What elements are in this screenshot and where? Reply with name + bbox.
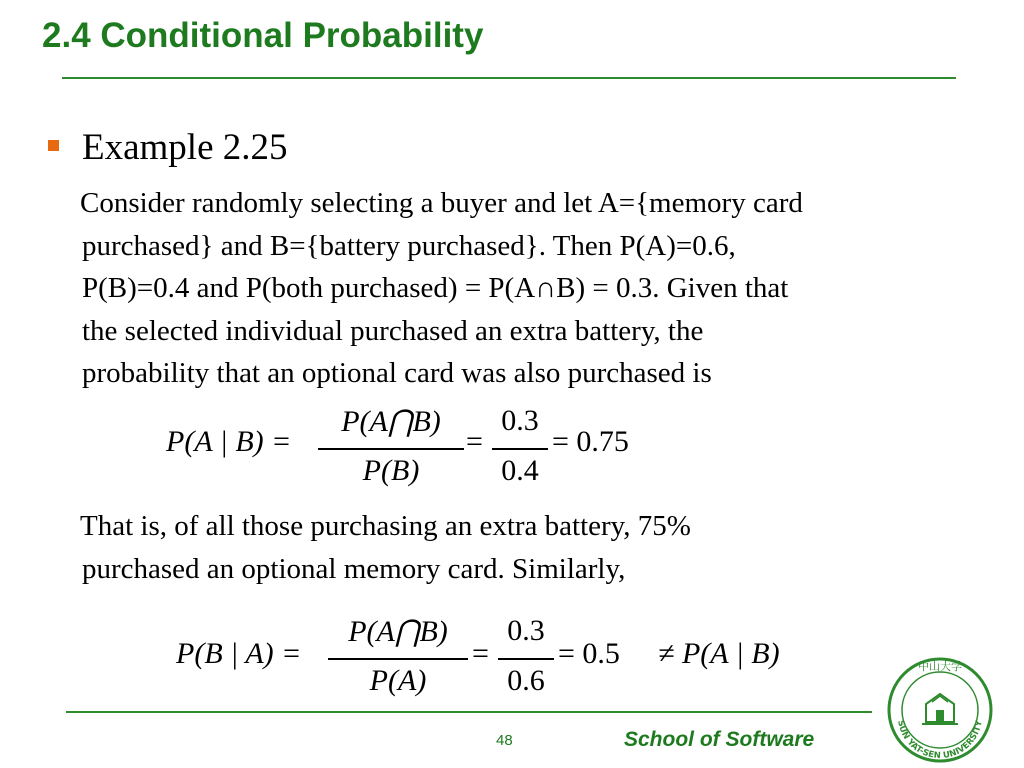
- footer-school-name: School of Software: [624, 728, 815, 751]
- equation-lhs: P(B | A) =: [176, 637, 302, 670]
- fraction-denominator: 0.4: [501, 454, 539, 487]
- paragraph-line: purchased an optional memory card. Similarly,: [82, 552, 626, 585]
- equation-lhs: P(A | B) =: [166, 425, 292, 458]
- slide-title: 2.4 Conditional Probability: [42, 16, 484, 55]
- paragraph-line: P(B)=0.4 and P(both purchased) = P(A∩B) = 0.3. Given that: [82, 272, 789, 304]
- not-equal-expression: ≠ P(A | B): [658, 637, 780, 670]
- fraction-denominator: P(B): [362, 454, 420, 487]
- equals-sign: =: [472, 637, 489, 670]
- fraction-joint-over-pb: [318, 404, 464, 494]
- seal-chinese-text: 中山大学: [918, 660, 962, 673]
- paragraph-line: Consider randomly selecting a buyer and let A={memory card: [80, 187, 803, 219]
- fraction-numerator: P(A⋂B): [348, 615, 448, 648]
- fraction-denominator: P(A): [369, 664, 427, 697]
- equation-result: = 0.75: [552, 425, 629, 458]
- fraction-numerator: 0.3: [507, 614, 545, 647]
- paragraph-line: That is, of all those purchasing an extra battery, 75%: [80, 510, 691, 542]
- example-heading: Example 2.25: [82, 127, 288, 168]
- example-paragraph: [82, 182, 803, 395]
- bullet-square-icon: [48, 140, 59, 151]
- fraction-denominator: 0.6: [507, 664, 545, 697]
- equals-sign: =: [466, 425, 483, 458]
- university-seal-icon: [886, 656, 994, 764]
- fraction-values: [492, 404, 548, 494]
- paragraph-line: purchased} and B={battery purchased}. Then P(A)=0.6,: [82, 229, 736, 262]
- footer-divider: [66, 711, 872, 713]
- fraction-joint-over-pa: [328, 614, 468, 704]
- equation-result: = 0.5: [558, 637, 620, 670]
- page-number: 48: [496, 732, 513, 749]
- fraction-numerator: P(A⋂B): [341, 405, 441, 438]
- title-divider: [62, 77, 956, 79]
- paragraph-line: probability that an optional card was also purchased is: [82, 357, 712, 389]
- seal-english-text: SUN YAT-SEN UNIVERSITY: [895, 719, 985, 762]
- fraction-numerator: 0.3: [501, 404, 539, 437]
- conclusion-paragraph: [82, 505, 691, 590]
- paragraph-line: the selected individual purchased an extra battery, the: [82, 314, 704, 347]
- fraction-values: [498, 614, 554, 704]
